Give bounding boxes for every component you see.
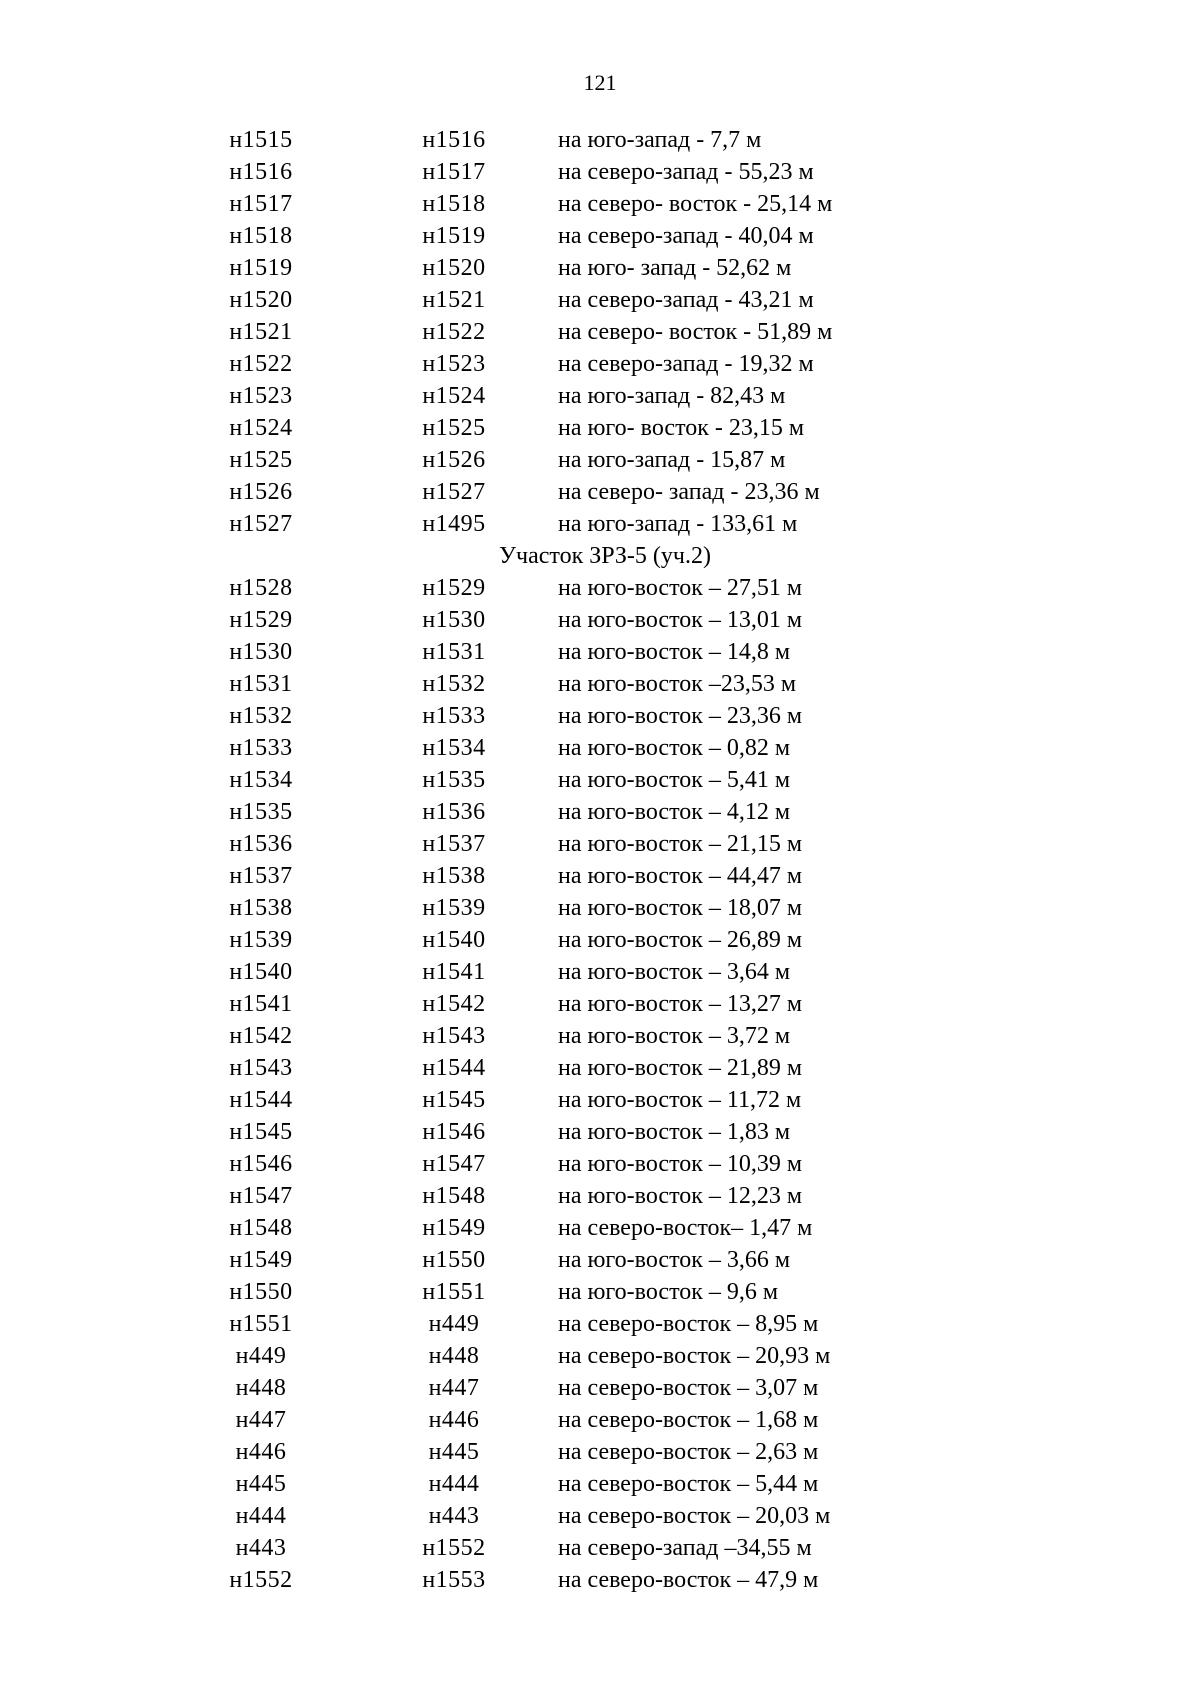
point-from: н1549	[229, 1247, 293, 1273]
segment-description: на юго- восток - 23,15 м	[558, 415, 805, 441]
point-to: н449	[428, 1311, 480, 1337]
point-to: н1529	[422, 575, 486, 601]
boundary-segment-row	[0, 1148, 1200, 1180]
boundary-segment-row	[0, 1500, 1200, 1532]
point-from: н1530	[229, 639, 293, 665]
point-from: н447	[235, 1407, 287, 1433]
segment-description: на северо- восток - 51,89 м	[558, 319, 833, 345]
point-from: н1518	[229, 223, 293, 249]
point-from: н1525	[229, 447, 293, 473]
point-from: н1543	[229, 1055, 293, 1081]
segment-description: на северо-восток – 47,9 м	[558, 1567, 819, 1593]
point-to: н1531	[422, 639, 486, 665]
point-to: н1545	[422, 1087, 486, 1113]
point-from: н1536	[229, 831, 293, 857]
segment-description: на юго-восток – 12,23 м	[558, 1183, 803, 1209]
boundary-segment-row	[0, 124, 1200, 156]
point-to: н1516	[422, 127, 486, 153]
page-number: 121	[583, 70, 617, 95]
point-to: н1495	[422, 511, 486, 537]
boundary-segment-row	[0, 1212, 1200, 1244]
point-from: н1529	[229, 607, 293, 633]
segment-description: на юго-восток – 5,41 м	[558, 767, 791, 793]
segment-description: на юго-восток – 21,89 м	[558, 1055, 803, 1081]
point-from: н1544	[229, 1087, 293, 1113]
boundary-segment-row	[0, 444, 1200, 476]
point-from: н1548	[229, 1215, 293, 1241]
point-to: н1522	[422, 319, 486, 345]
point-to: н1551	[422, 1279, 486, 1305]
point-from: н1524	[229, 415, 293, 441]
segment-description: на юго-восток – 4,12 м	[558, 799, 791, 825]
point-to: н1518	[422, 191, 486, 217]
point-from: н1534	[229, 767, 293, 793]
boundary-segment-row	[0, 348, 1200, 380]
boundary-segment-row	[0, 188, 1200, 220]
segment-description: на северо-восток – 2,63 м	[558, 1439, 819, 1465]
point-from: н1546	[229, 1151, 293, 1177]
point-to: н1520	[422, 255, 486, 281]
point-from: н1541	[229, 991, 293, 1017]
segment-description: на юго-восток – 14,8 м	[558, 639, 791, 665]
boundary-segment-row	[0, 412, 1200, 444]
point-from: н443	[235, 1535, 287, 1561]
segment-description: на юго-восток – 0,82 м	[558, 735, 791, 761]
point-from: н1539	[229, 927, 293, 953]
segment-description: на северо-восток – 8,95 м	[558, 1311, 819, 1337]
point-from: н1532	[229, 703, 293, 729]
point-to: н1526	[422, 447, 486, 473]
boundary-segment-row	[0, 988, 1200, 1020]
segment-description: на юго-восток – 10,39 м	[558, 1151, 803, 1177]
point-to: н1534	[422, 735, 486, 761]
point-to: н447	[428, 1375, 480, 1401]
segment-description: на юго- запад - 52,62 м	[558, 255, 792, 281]
point-from: н1519	[229, 255, 293, 281]
point-to: н1521	[422, 287, 486, 313]
boundary-segment-row	[0, 1532, 1200, 1564]
point-from: н445	[235, 1471, 287, 1497]
segment-description: на северо-запад - 19,32 м	[558, 351, 814, 377]
point-to: н1553	[422, 1567, 486, 1593]
point-from: н1527	[229, 511, 293, 537]
point-from: н1521	[229, 319, 293, 345]
point-from: н1547	[229, 1183, 293, 1209]
boundary-segment-row	[0, 572, 1200, 604]
boundary-segment-row	[0, 1436, 1200, 1468]
boundary-segment-row	[0, 1372, 1200, 1404]
boundary-segment-row	[0, 1084, 1200, 1116]
point-to: н1549	[422, 1215, 486, 1241]
segment-description: на юго-восток – 13,27 м	[558, 991, 803, 1017]
boundary-segment-row	[0, 828, 1200, 860]
point-from: н1540	[229, 959, 293, 985]
point-from: н449	[235, 1343, 287, 1369]
boundary-segment-row	[0, 1020, 1200, 1052]
point-from: н1528	[229, 575, 293, 601]
section-heading-row	[0, 540, 1200, 572]
segment-description: на юго-запад - 133,61 м	[558, 511, 798, 537]
segment-description: на северо-восток – 20,93 м	[558, 1343, 831, 1369]
point-to: н1550	[422, 1247, 486, 1273]
point-from: н1550	[229, 1279, 293, 1305]
point-to: н1524	[422, 383, 486, 409]
boundary-segment-row	[0, 1308, 1200, 1340]
point-to: н1543	[422, 1023, 486, 1049]
boundary-segment-row	[0, 1340, 1200, 1372]
point-from: н1520	[229, 287, 293, 313]
point-to: н1523	[422, 351, 486, 377]
segment-description: на юго-восток – 9,6 м	[558, 1279, 779, 1305]
boundary-segment-row	[0, 1116, 1200, 1148]
boundary-segment-row	[0, 220, 1200, 252]
segment-description: на северо-запад - 43,21 м	[558, 287, 814, 313]
boundary-segment-row	[0, 892, 1200, 924]
point-to: н1530	[422, 607, 486, 633]
segment-description: на северо- запад - 23,36 м	[558, 479, 820, 505]
segment-description: на юго-восток –23,53 м	[558, 671, 797, 697]
segment-description: на юго-восток – 3,72 м	[558, 1023, 791, 1049]
boundary-segment-row	[0, 156, 1200, 188]
point-to: н1532	[422, 671, 486, 697]
segment-description: на юго-восток – 23,36 м	[558, 703, 803, 729]
point-to: н448	[428, 1343, 480, 1369]
point-to: н445	[428, 1439, 480, 1465]
segment-description: на северо- восток - 25,14 м	[558, 191, 833, 217]
segment-description: на юго-восток – 26,89 м	[558, 927, 803, 953]
boundary-segment-row	[0, 1052, 1200, 1084]
point-from: н1535	[229, 799, 293, 825]
section-title: Участок ЗРЗ-5 (уч.2)	[499, 543, 711, 569]
boundary-segment-row	[0, 604, 1200, 636]
boundary-segment-row	[0, 668, 1200, 700]
point-to: н1548	[422, 1183, 486, 1209]
boundary-segment-row	[0, 1244, 1200, 1276]
segment-description: на северо-восток – 20,03 м	[558, 1503, 831, 1529]
boundary-segment-row	[0, 284, 1200, 316]
point-to: н1540	[422, 927, 486, 953]
segment-description: на северо-восток – 1,68 м	[558, 1407, 819, 1433]
point-from: н444	[235, 1503, 287, 1529]
point-to: н1525	[422, 415, 486, 441]
boundary-segment-row	[0, 764, 1200, 796]
segment-description: на юго-восток – 44,47 м	[558, 863, 803, 889]
point-to: н1519	[422, 223, 486, 249]
point-from: н1542	[229, 1023, 293, 1049]
point-from: н446	[235, 1439, 287, 1465]
segment-description: на северо-запад –34,55 м	[558, 1535, 812, 1561]
boundary-segment-row	[0, 636, 1200, 668]
segment-description: на юго-запад - 15,87 м	[558, 447, 786, 473]
boundary-segment-row	[0, 860, 1200, 892]
point-to: н1547	[422, 1151, 486, 1177]
point-from: н1515	[229, 127, 293, 153]
point-from: н1552	[229, 1567, 293, 1593]
segment-description: на северо-восток – 5,44 м	[558, 1471, 819, 1497]
point-to: н1544	[422, 1055, 486, 1081]
point-to: н1542	[422, 991, 486, 1017]
boundary-segment-row	[0, 732, 1200, 764]
boundary-segment-row	[0, 1468, 1200, 1500]
point-from: н1533	[229, 735, 293, 761]
point-from: н1531	[229, 671, 293, 697]
point-to: н1537	[422, 831, 486, 857]
point-from: н448	[235, 1375, 287, 1401]
segment-description: на северо-восток– 1,47 м	[558, 1215, 813, 1241]
boundary-segment-row	[0, 1276, 1200, 1308]
point-to: н1533	[422, 703, 486, 729]
point-to: н1539	[422, 895, 486, 921]
point-from: н1522	[229, 351, 293, 377]
boundary-segment-row	[0, 508, 1200, 540]
point-to: н444	[428, 1471, 480, 1497]
boundary-segment-row	[0, 796, 1200, 828]
segment-description: на юго-восток – 3,66 м	[558, 1247, 791, 1273]
point-to: н1541	[422, 959, 486, 985]
boundary-segment-row	[0, 476, 1200, 508]
boundary-segment-row	[0, 380, 1200, 412]
point-to: н1517	[422, 159, 486, 185]
point-to: н443	[428, 1503, 480, 1529]
segment-description: на юго-запад - 7,7 м	[558, 127, 762, 153]
boundary-description-list	[0, 124, 1200, 1596]
point-from: н1551	[229, 1311, 293, 1337]
boundary-segment-row	[0, 252, 1200, 284]
segment-description: на юго-восток – 27,51 м	[558, 575, 803, 601]
segment-description: на юго-восток – 13,01 м	[558, 607, 803, 633]
point-from: н1545	[229, 1119, 293, 1145]
point-from: н1538	[229, 895, 293, 921]
boundary-segment-row	[0, 956, 1200, 988]
segment-description: на юго-восток – 3,64 м	[558, 959, 791, 985]
segment-description: на юго-восток – 11,72 м	[558, 1087, 802, 1113]
segment-description: на северо-запад - 55,23 м	[558, 159, 814, 185]
point-to: н1536	[422, 799, 486, 825]
point-from: н1526	[229, 479, 293, 505]
boundary-segment-row	[0, 1180, 1200, 1212]
boundary-segment-row	[0, 316, 1200, 348]
segment-description: на северо-восток – 3,07 м	[558, 1375, 819, 1401]
segment-description: на северо-запад - 40,04 м	[558, 223, 814, 249]
point-to: н1538	[422, 863, 486, 889]
boundary-segment-row	[0, 1404, 1200, 1436]
boundary-segment-row	[0, 700, 1200, 732]
point-from: н1523	[229, 383, 293, 409]
segment-description: на юго-восток – 18,07 м	[558, 895, 803, 921]
segment-description: на юго-запад - 82,43 м	[558, 383, 786, 409]
boundary-segment-row	[0, 924, 1200, 956]
point-from: н1537	[229, 863, 293, 889]
point-from: н1517	[229, 191, 293, 217]
point-to: н1527	[422, 479, 486, 505]
point-to: н446	[428, 1407, 480, 1433]
boundary-segment-row	[0, 1564, 1200, 1596]
point-to: н1552	[422, 1535, 486, 1561]
point-from: н1516	[229, 159, 293, 185]
point-to: н1535	[422, 767, 486, 793]
point-to: н1546	[422, 1119, 486, 1145]
segment-description: на юго-восток – 21,15 м	[558, 831, 803, 857]
segment-description: на юго-восток – 1,83 м	[558, 1119, 791, 1145]
